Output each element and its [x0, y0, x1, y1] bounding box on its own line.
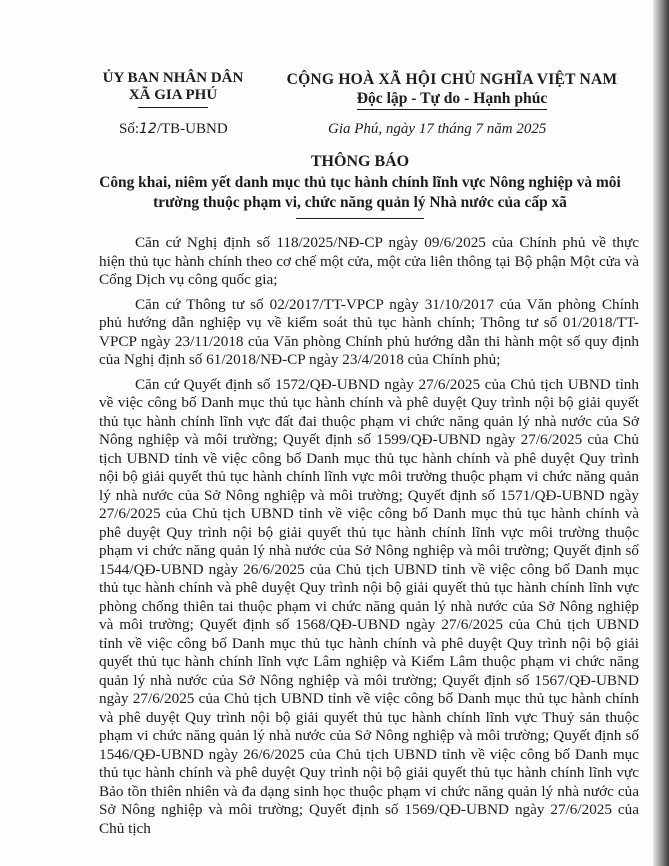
place-date: Gia Phú, ngày 17 tháng 7 năm 2025	[328, 121, 547, 137]
title-underline	[296, 218, 424, 219]
nation-name: CỘNG HOÀ XÃ HỘI CHỦ NGHĨA VIỆT NAM	[286, 71, 618, 88]
document-number	[119, 121, 228, 138]
document-title: THÔNG BÁO	[310, 153, 410, 170]
issuing-agency	[78, 70, 268, 104]
paragraph-2: Căn cứ Thông tư số 02/2017/TT-VPCP ngày 31/10/2017 của Văn phòng Chính phủ hướng dẫn nghiệp vụ về kiểm soát thủ tục hành chính; Thông tư số 01/2018/TT-VPCP ngày 23/11/2018 của Văn phòng Chính phủ hướng dẫn thi hành một số quy định của Nghị định số 61/2018/NĐ-CP ngày 23/4/2018 của Chính phủ;	[99, 295, 639, 368]
paragraph-1: Căn cứ Nghị định số 118/2025/NĐ-CP ngày 09/6/2025 của Chính phủ về thực hiện thủ tục hành chính theo cơ chế một cửa, một cửa liên thông tại Bộ phận Một cửa và Cổng Dịch vụ công quốc gia;	[99, 234, 639, 288]
agency-name: ỦY BAN NHÂN DÂN	[102, 70, 244, 86]
document-body	[99, 234, 639, 844]
document-subtitle: Công khai, niêm yết danh mục thủ tục hành chính lĩnh vực Nông nghiệp và môi trường thuộc phạm vi, chức năng quản lý Nhà nước của cấp xã	[99, 174, 621, 211]
paragraph-3: Căn cứ Quyết định số 1572/QĐ-UBND ngày 27/6/2025 của Chủ tịch UBND tỉnh về việc công bố Danh mục thủ tục hành chính và phê duyệt Quy trình nội bộ giải quyết thủ tục hành chính lĩnh vực đất đai thuộc phạm vi chức năng quản lý nhà nước của Sở Nông nghiệp và môi trường; Quyết định số 1599/QĐ-UBND ngày 27/6/2025 của Chủ tịch UBND tỉnh về việc công bố Danh mục thủ tục hành chính và phê duyệt Quy trình nội bộ giải quyết thủ tục hành chính lĩnh vực môi trường thuộc phạm vi chức năng quản lý nhà nước của Sở Nông nghiệp và môi trường; Quyết định số 1571/QĐ-UBND ngày 27/6/2025 của Chủ tịch UBND tỉnh về việc công bố Danh mục thủ tục hành chính và phê duyệt Quy trình nội bộ giải quyết thủ tục hành chính lĩnh vực môi trường thuộc phạm vi chức năng quản lý nhà nước của Sở Nông nghiệp và môi trường; Quyết định số 1544/QĐ-UBND ngày 26/6/2025 của Chủ tịch UBND tỉnh về việc công bố Danh mục thủ tục hành chính và phê duyệt Quy trình nội bộ giải quyết thủ tục hành chính lĩnh vực phòng chống thiên tai thuộc phạm vi chức năng quản lý nhà nước của Sở Nông nghiệp và môi trường; Quyết định số 1568/QĐ-UBND ngày 27/6/2025 của Chủ tịch UBND tỉnh về việc công bố Danh mục thủ tục hành chính và phê duyệt Quy trình nội bộ giải quyết thủ tục hành chính lĩnh vực Lâm nghiệp và Kiểm Lâm thuộc phạm vi chức năng quản lý nhà nước của Sở Nông nghiệp và môi trường; Quyết định số 1567/QĐ-UBND ngày 27/6/2025 của Chủ tịch UBND tỉnh về việc công bố Danh mục thủ tục hành chính và phê duyệt Quy trình nội bộ giải quyết thủ tục hành chính lĩnh vực Thuỷ sản thuộc phạm vi chức năng quản lý nhà nước của Sở Nông nghiệp và môi trường; Quyết định số 1546/QĐ-UBND ngày 26/6/2025 của Chủ tịch UBND tỉnh về việc công bố Danh mục thủ tục hành chính và phê duyệt Quy trình nội bộ giải quyết thủ tục hành chính lĩnh vực Bảo tồn thiên nhiên và đa dạng sinh học thuộc phạm vi chức năng quản lý nhà nước của Sở Nông nghiệp và môi trường; Quyết định số 1569/QĐ-UBND ngày 27/6/2025 của Chủ tịch	[99, 375, 639, 837]
commune-name: XÃ GIA PHÚ	[128, 87, 218, 103]
doc-number-prefix: Số:	[119, 121, 140, 137]
national-header	[262, 70, 642, 110]
doc-number-suffix: /TB-UBND	[156, 121, 228, 137]
agency-underline	[138, 107, 208, 108]
national-motto: Độc lập - Tự do - Hạnh phúc	[357, 89, 548, 110]
page-edge-shadow	[653, 0, 669, 866]
doc-number-handwritten: 12	[139, 121, 157, 137]
